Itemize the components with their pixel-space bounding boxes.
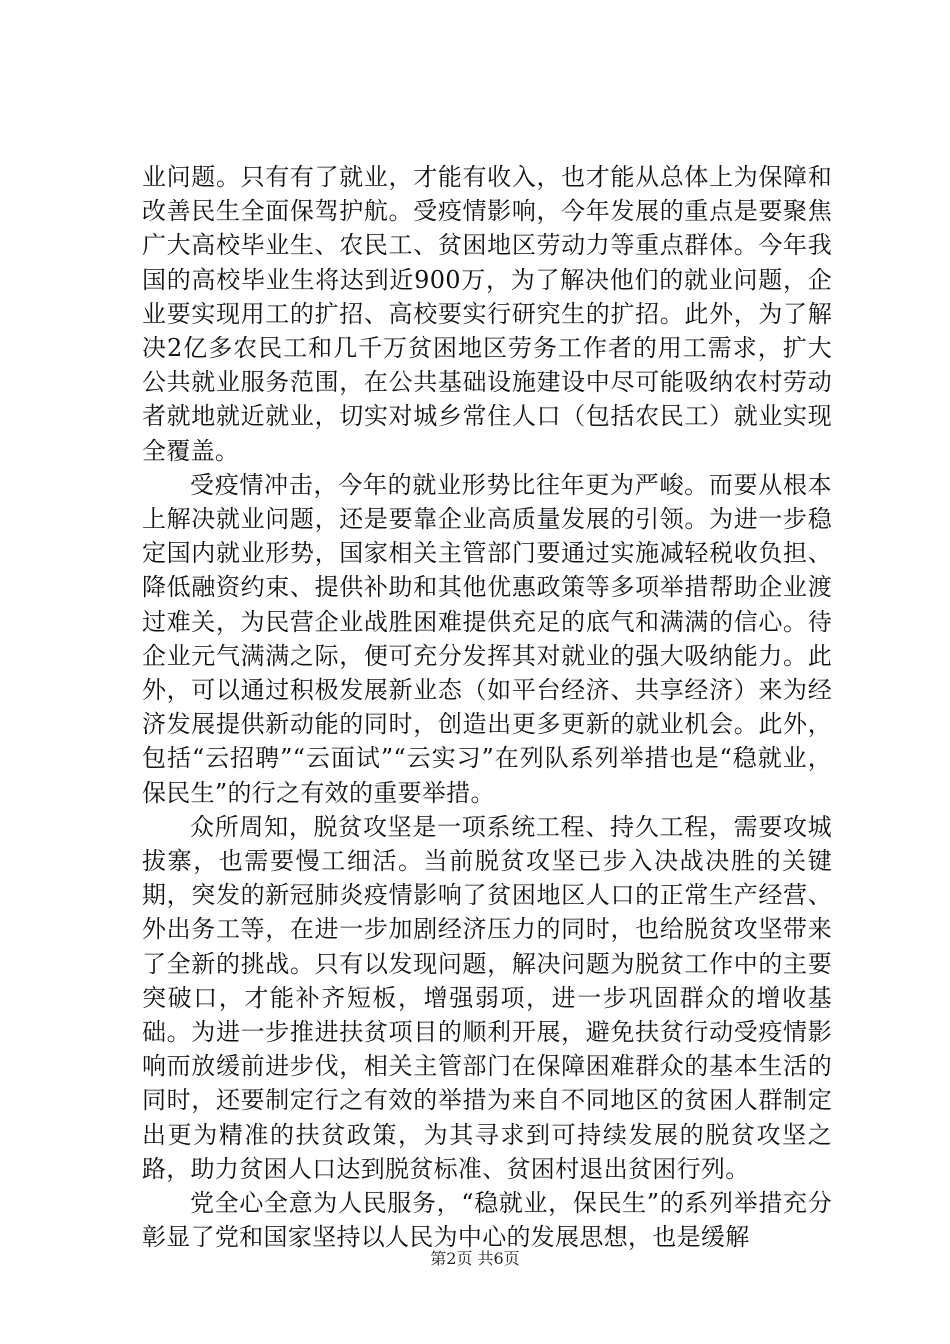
paragraph: 受疫情冲击，今年的就业形势比往年更为严峻。而要从根本上解决就业问题，还是要靠企业高质量发展的引领。为进一步稳定国内就业形势，国家相关主管部门要通过实施减轻税收负担、降低融资约束、提供补助和其他优惠政策等多项举措帮助企业渡过难关，为民营企业战胜困难提供充足的底气和满满的信心。待企业元气满满之际，便可充分发挥其对就业的强大吸纳能力。此外，可以通过积极发展新业态（如平台经济、共享经济）来为经济发展提供新动能的同时，创造出更多更新的就业机会。此外，包括“云招聘”“云面试”“云实习”在列队系列举措也是“稳就业，保民生”的行之有效的重要举措。: [142, 470, 832, 807]
paragraph: 党全心全意为人民服务，“稳就业，保民生”的系列举措充分彰显了党和国家坚持以人民为中心的发展思想，也是缓解: [142, 1189, 832, 1252]
page-number-footer: 第2页 共6页: [430, 1249, 520, 1268]
paragraph-continuation: 业问题。只有有了就业，才能有收入，也才能从总体上为保障和改善民生全面保驾护航。受疫情影响，今年发展的重点是要聚焦广大高校毕业生、农民工、贫困地区劳动力等重点群体。今年我国的高校毕业生将达到近900万，为了解决他们的就业问题，企业要实现用工的扩招、高校要实行研究生的扩招。此外，为了解决2亿多农民工和几千万贫困地区劳务工作者的用工需求，扩大公共就业服务范围，在公共基础设施建设中尽可能吸纳农村劳动者就地就近就业，切实对城乡常住人口（包括农民工）就业实现全覆盖。: [142, 163, 832, 465]
document-body: [142, 160, 832, 1255]
paragraph: 众所周知，脱贫攻坚是一项系统工程、持久工程，需要攻城拔寨，也需要慢工细活。当前脱贫攻坚已步入决战决胜的关键期，突发的新冠肺炎疫情影响了贫困地区人口的正常生产经营、外出务工等，在进一步加剧经济压力的同时，也给脱贫攻坚带来了全新的挑战。只有以发现问题，解决问题为脱贫工作中的主要突破口，才能补齐短板，增强弱项，进一步巩固群众的增收基础。为进一步推进扶贫项目的顺利开展，避免扶贫行动受疫情影响而放缓前进步伐，相关主管部门在保障困难群众的基本生活的同时，还要制定行之有效的举措为来自不同地区的贫困人群制定出更为精准的扶贫政策，为其寻求到可持续发展的脱贫攻坚之路，助力贫困人口达到脱贫标准、贫困村退出贫困行列。: [142, 812, 832, 1183]
